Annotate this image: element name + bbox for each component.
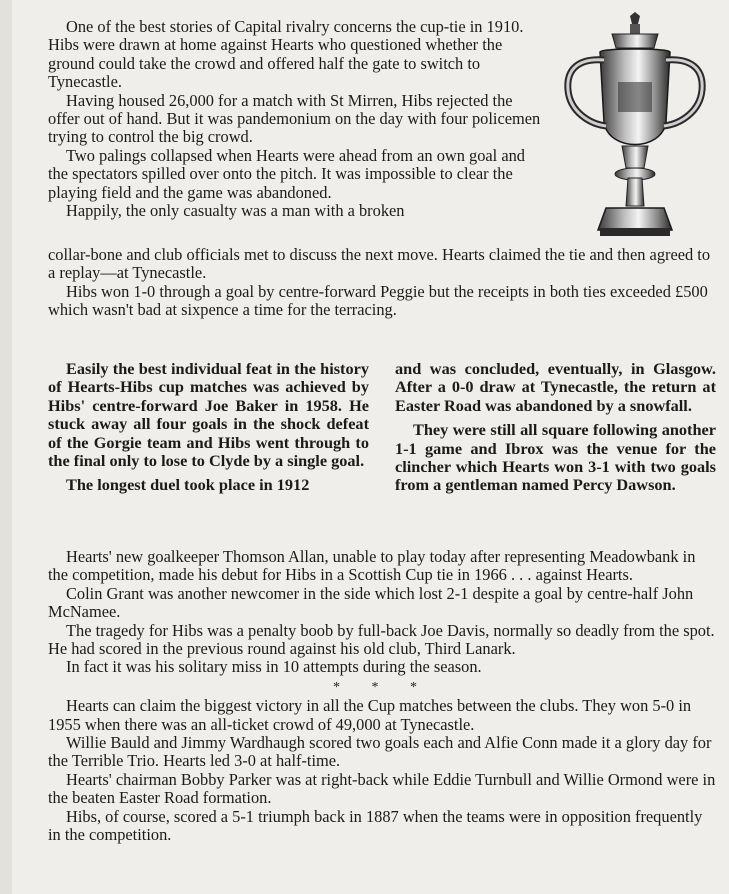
paragraph: Hearts' chairman Bobby Parker was at right-back while Eddie Turnbull and Willie Ormond were in the beaten Easter Road formation. <box>48 769 716 808</box>
paragraph: Having housed 26,000 for a match with St Mirren, Hibs rejected the offer out of hand. But it was pandemonium on the day with four policemen trying to control the big crowd. <box>48 90 541 147</box>
paragraph: In fact it was his solitary miss in 10 attempts during the season. <box>66 657 482 677</box>
paragraph: The longest duel took place in 1912 <box>66 475 310 495</box>
paragraph: Hearts' new goalkeeper Thomson Allan, unable to play today after representing Meadowbank in the competition, made his debut for Hibs in a Scottish Cup tie in 1966 . . . against Hearts. <box>48 547 696 585</box>
bold-two-column-section <box>48 360 716 495</box>
lower-text <box>48 548 716 845</box>
paragraph: The tragedy for Hibs was a penalty boob by full-back Joe Davis, normally so deadly from the spot. He had scored in the previous round against his old club, Third Lanark. <box>48 620 715 659</box>
paragraph: One of the best stories of Capital rivalry concerns the cup-tie in 1910. Hibs were drawn at home against Hearts who questioned whether the ground could take the crowd and offered half the gate to switch to Tynecastle. <box>48 17 524 92</box>
paragraph: Hibs, of course, scored a 5-1 triumph back in 1887 when the teams were in opposition frequently in the competition. <box>48 806 703 845</box>
paragraph: and was concluded, eventually, in Glasgow. After a 0-0 draw at Tynecastle, the return at Easter Road was abandoned by a snowfall. <box>395 359 716 415</box>
paragraph: collar-bone and club officials met to discuss the next move. Hearts claimed the tie and then agreed to a replay—at Tynecastle. <box>48 245 711 283</box>
paragraph: Willie Bauld and Jimmy Wardhaugh scored two goals each and Alfie Conn made it a glory day for the Terrible Trio. Hearts led 3-0 at half-time. <box>48 733 712 771</box>
paragraph: They were still all square following another 1-1 game and Ibrox was the venue for the clincher which Hearts won 3-1 with two goals from a gentleman named Percy Dawson. <box>395 420 716 495</box>
intro-text <box>48 18 548 220</box>
paragraph: Hearts can claim the biggest victory in all the Cup matches between the clubs. They won 5-0 in 1955 when there was an all-ticket crowd of 49,000 at Tynecastle. <box>48 696 692 734</box>
paragraph: Two palings collapsed when Hearts were ahead from an own goal and the spectators spilled over onto the pitch. It was impossible to clear the playing field and the game was abandoned. <box>48 145 526 202</box>
full-width-text <box>48 246 716 320</box>
bold-column-left <box>48 360 369 495</box>
section-separator: * * * <box>333 679 431 695</box>
scottish-cup-trophy-icon <box>560 12 710 244</box>
paragraph: Colin Grant was another newcomer in the side which lost 2-1 despite a goal by centre-half John McNamee. <box>48 583 694 622</box>
paragraph: Happily, the only casualty was a man with a broken <box>66 201 405 221</box>
page-edge <box>0 0 12 894</box>
paragraph: Easily the best individual feat in the history of Hearts-Hibs cup matches was achieved by Hibs' centre-forward Joe Baker in 1958. He stuck away all four goals in the shock defeat of the Gorgie team and Hibs went through to the final only to lose to Clyde by a single goal. <box>48 359 369 471</box>
bold-column-right <box>395 360 716 495</box>
paragraph: Hibs won 1-0 through a goal by centre-forward Peggie but the receipts in both ties exceeded £500 which wasn't bad at sixpence a time for the terracing. <box>48 281 708 320</box>
